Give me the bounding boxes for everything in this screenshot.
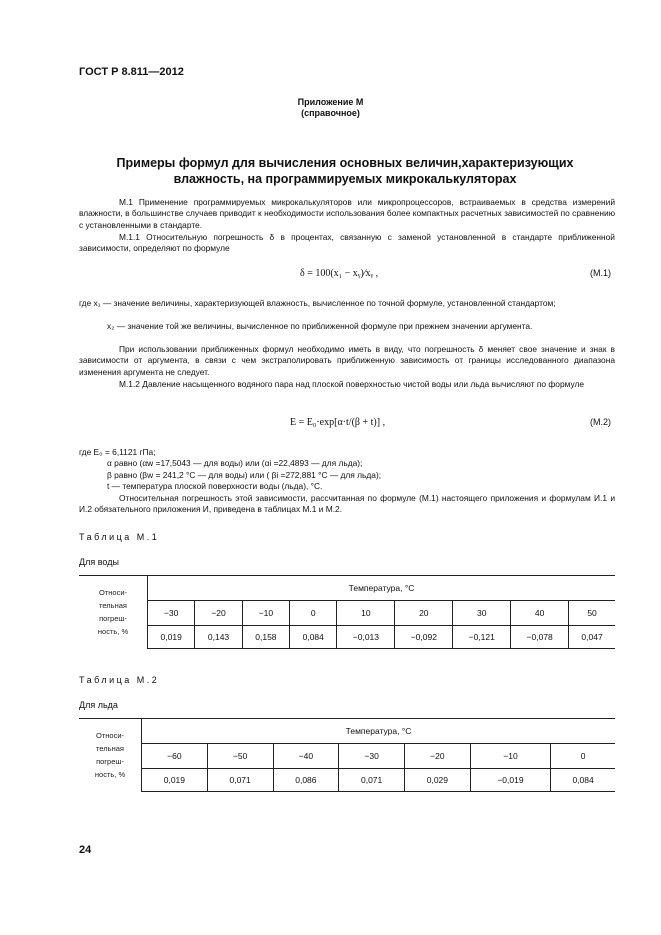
table-m2-value: −0,019 xyxy=(470,769,550,792)
table-m1-temp: 10 xyxy=(337,601,395,626)
document-header: ГОСТ Р 8.811—2012 xyxy=(79,66,184,78)
table-m2-temp: −20 xyxy=(405,744,471,769)
title-line-2: влажность, на программируемых микрокалькуляторах xyxy=(173,172,517,186)
table-m1-temp: −30 xyxy=(148,601,195,626)
table-m2-caption: Таблица М.2 xyxy=(79,675,160,685)
table-m1-caption: Таблица М.1 xyxy=(79,532,160,542)
table-m1-temp: 50 xyxy=(569,601,615,626)
paragraph-beta: β равно (βw = 241,2 °C — для воды) или ( βi =272,881 °C — для льда); xyxy=(107,470,382,480)
table-m2-value: 0,071 xyxy=(339,769,405,792)
paragraph-where-e0: где E₀ = 6,1121 гПа; xyxy=(79,447,156,457)
table-m2-temp: −30 xyxy=(339,744,405,769)
paragraph-where-x1: где x₁ — значение величины, характеризующей влажность, вычисленное по точной формуле, установленной стандартом; xyxy=(79,298,556,308)
formula-m1-number: (М.1) xyxy=(590,268,611,278)
paragraph-t: t — температура плоской поверхности воды (льда), °С. xyxy=(107,481,323,491)
table-m1-temp: 30 xyxy=(453,601,511,626)
table-m1-value: −0,013 xyxy=(337,626,395,649)
table-m2-temp: −10 xyxy=(470,744,550,769)
table-m1-value: 0,158 xyxy=(242,626,289,649)
table-m2-temp: −60 xyxy=(142,744,208,769)
table-m1-value: −0,078 xyxy=(511,626,569,649)
table-m1-column-header: Температура, °С xyxy=(148,576,616,601)
paragraph-m1-1: М.1.1 Относительную погрешность δ в процентах, связанную с заменой установленной в стандарте приближенной зависимости, определяют по формуле xyxy=(79,232,615,254)
table-m2-temp: −40 xyxy=(273,744,339,769)
appendix-label: Приложение М xyxy=(297,97,364,107)
table-m2-value: 0,019 xyxy=(142,769,208,792)
table-m1-value: −0,121 xyxy=(453,626,511,649)
formula-m2-number: (М.2) xyxy=(590,417,611,427)
table-m1-value: 0,019 xyxy=(148,626,195,649)
formula-m2: E = E₀·exp[α·t/(β + t)] , xyxy=(290,417,386,428)
paragraph-approx: При использовании приближенных формул необходимо иметь в виду, что погрешность δ меняет свое значение и знак в зависимости от аргумента, в связи с чем экстраполировать приближенную зависимость от границы исследованного диапазона изменения аргумента не следует. xyxy=(79,344,615,377)
table-m2-value: 0,029 xyxy=(405,769,471,792)
table-m1-value: 0,143 xyxy=(195,626,242,649)
table-m1-temp: −10 xyxy=(242,601,289,626)
table-m1-subcaption: Для воды xyxy=(79,557,119,567)
appendix-title xyxy=(70,155,620,187)
paragraph-m1-2: М.1.2 Давление насыщенного водяного пара над плоской поверхностью чистой воды или льда вычисляют по формуле xyxy=(119,379,585,389)
appendix-type: (справочное) xyxy=(301,108,360,118)
table-m2-column-header: Температура, °С xyxy=(142,719,616,744)
table-m1-value: 0,084 xyxy=(290,626,337,649)
table-m2-value: 0,071 xyxy=(207,769,273,792)
table-m2-value: 0,086 xyxy=(273,769,339,792)
table-m2-temp: −50 xyxy=(207,744,273,769)
table-m1-temp: 40 xyxy=(511,601,569,626)
table-m2-row-header: Относи- тельная погреш- ность, % xyxy=(79,719,142,792)
table-m2 xyxy=(79,718,615,792)
table-m1-temp: 0 xyxy=(290,601,337,626)
title-line-1: Примеры формул для вычисления основных величин,характеризующих xyxy=(116,156,574,170)
paragraph-m1: М.1 Применение программируемых микрокалькуляторов или микропроцессоров, встраиваемых в средства измерений влажности, в большинстве случаев приводит к необходимости использования более компактных расчетных зависимостей по сравнению с установленными в стандарте. xyxy=(79,197,615,230)
page-number: 24 xyxy=(79,844,92,856)
table-m1-temp: −20 xyxy=(195,601,242,626)
table-m1-temp: 20 xyxy=(395,601,453,626)
table-m2-temp: 0 xyxy=(551,744,615,769)
table-m1-row-header: Относи- тельная погреш- ность, % xyxy=(79,576,148,649)
paragraph-alpha: α равно (αw =17,5043 — для воды) или (αi =22,4893 — для льда); xyxy=(107,458,363,468)
table-m2-value: 0,084 xyxy=(551,769,615,792)
paragraph-relative-error: Относительная погрешность этой зависимости, рассчитанная по формуле (М.1) настоящего приложения и формулам И.1 и И.2 обязательного приложения И, приведена в таблицах М.1 и М.2. xyxy=(79,493,615,515)
table-m1-value: 0,047 xyxy=(569,626,615,649)
table-m2-subcaption: Для льда xyxy=(79,700,118,710)
table-m1 xyxy=(79,575,615,649)
paragraph-x2: x₂ — значение той же величины, вычисленное по приближенной формуле при прежнем значении аргумента. xyxy=(107,321,533,331)
formula-m1: δ = 100(x₁ − xᵧ)⁄xᵧ , xyxy=(300,268,379,279)
table-m1-value: −0,092 xyxy=(395,626,453,649)
